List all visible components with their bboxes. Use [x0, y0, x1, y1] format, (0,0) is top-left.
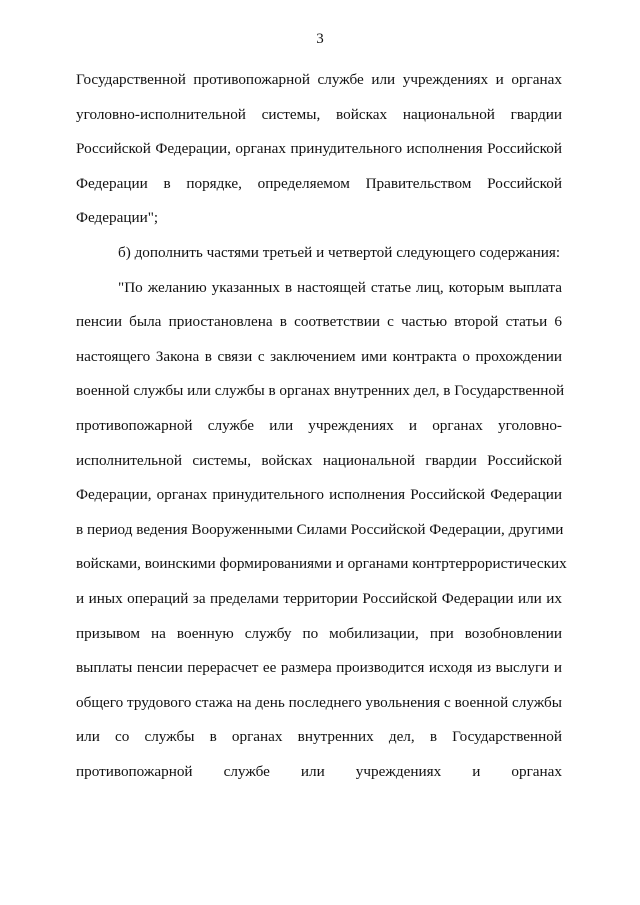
text-line: настоящего Закона в связи с заключением ими контракта о прохождении — [76, 347, 562, 365]
document-body — [76, 63, 567, 789]
text-line: общего трудового стажа на день последнего увольнения с военной службы — [76, 693, 562, 711]
text-line: войсками, воинскими формированиями и органами контртеррористических — [76, 555, 567, 573]
text-line: противопожарной службе или учреждениях и органах — [76, 762, 562, 780]
text-line: пенсии была приостановлена в соответствии с частью второй статьи 6 — [76, 313, 562, 331]
text-line: в период ведения Вооруженными Силами Российской Федерации, другими — [76, 520, 564, 538]
text-line: противопожарной службе или учреждениях и органах уголовно- — [76, 416, 562, 434]
text-line: и иных операций за пределами территории Российской Федерации или их — [76, 589, 562, 607]
text-line: выплаты пенсии перерасчет ее размера производится исходя из выслуги и — [76, 659, 562, 677]
text-line-paragraph-start: "По желанию указанных в настоящей статье лиц, которым выплата — [118, 278, 562, 296]
text-line: Российской Федерации, органах принудительного исполнения Российской — [76, 140, 562, 158]
text-line: исполнительной системы, войсках национальной гвардии Российской — [76, 451, 562, 469]
text-line-paragraph-start: б) дополнить частями третьей и четвертой следующего содержания: — [118, 243, 561, 261]
text-line: Государственной противопожарной службе или учреждениях и органах — [76, 71, 562, 88]
text-line: Федерации"; — [76, 209, 159, 227]
text-line: или со службы в органах внутренних дел, в Государственной — [76, 728, 562, 746]
text-line: Федерации, органах принудительного исполнения Российской Федерации — [76, 486, 562, 504]
text-line: военной службы или службы в органах внутренних дел, в Государственной — [76, 382, 565, 400]
text-line: уголовно-исполнительной системы, войсках национальной гвардии — [76, 105, 562, 123]
text-line: Федерации в порядке, определяемом Правительством Российской — [76, 174, 562, 192]
text-line: призывом на военную службу по мобилизации, при возобновлении — [76, 624, 562, 642]
page-number: 3 — [316, 31, 324, 47]
